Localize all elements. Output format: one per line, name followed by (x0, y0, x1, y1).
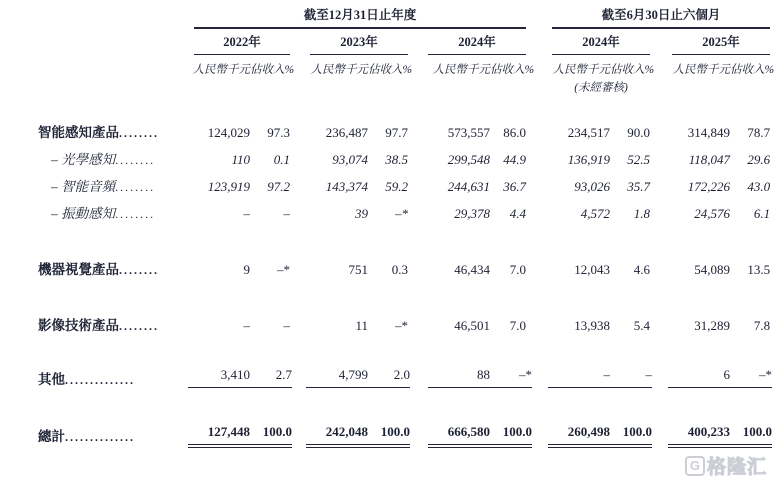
value-cell: 29,378 (454, 206, 490, 222)
group-header-row (38, 8, 770, 29)
row-label: 智能感知產品 (38, 125, 119, 141)
subheader-percent: 佔收入% (610, 64, 655, 77)
value-cell: 54,089 (694, 262, 731, 278)
table-row-machine-vision (38, 222, 770, 278)
subheader-percent: 佔收入% (730, 64, 775, 77)
value-cell: 97.3 (267, 125, 290, 141)
table-row-others (38, 334, 770, 388)
value-cell: –* (395, 206, 408, 222)
value-cell: 13,938 (574, 318, 611, 334)
value-cell: – (283, 206, 290, 222)
dot-leader: ........ (115, 207, 156, 222)
row-label: – 振動感知 (51, 206, 116, 222)
unaudited-note: (未經審核) (574, 82, 628, 95)
value-cell: 93,074 (332, 152, 368, 168)
value-cell: – (243, 318, 250, 334)
value-cell: 6.1 (753, 206, 771, 222)
value-cell: 52.5 (627, 152, 651, 168)
row-label: 影像技術產品 (38, 318, 119, 334)
revenue-breakdown-table (38, 8, 775, 445)
year-header-2022: 2022年 (194, 29, 290, 55)
value-cell: –* (277, 262, 290, 278)
value-cell: 136,919 (567, 152, 611, 168)
value-cell: 38.5 (385, 152, 408, 168)
value-cell: 78.7 (747, 125, 771, 141)
value-cell: 573,557 (447, 125, 490, 141)
watermark-g-icon: G (685, 456, 705, 476)
value-cell: 234,517 (567, 125, 611, 141)
value-cell: 143,374 (325, 179, 368, 195)
value-cell: 0.1 (273, 152, 290, 168)
value-cell: 97.7 (385, 125, 408, 141)
value-cell: 46,434 (454, 262, 490, 278)
value-cell: 4.4 (509, 206, 527, 222)
value-cell: 100.0 (490, 424, 532, 445)
row-label: – 光學感知 (51, 152, 116, 168)
value-cell: 118,047 (688, 152, 731, 168)
value-cell: 172,226 (687, 179, 731, 195)
value-cell: 124,029 (207, 125, 250, 141)
subheader-row (38, 55, 770, 77)
group-header-interim: 截至6月30日止六個月 (552, 8, 770, 29)
value-cell: 0.3 (391, 262, 408, 278)
year-header-2024-h1: 2024年 (552, 29, 650, 55)
value-cell: 4.6 (633, 262, 651, 278)
dot-leader: ........ (115, 180, 156, 195)
table-row-total (38, 388, 770, 445)
watermark-text: 格隆汇 (706, 457, 767, 478)
value-cell: 2.0 (368, 367, 410, 388)
value-cell: 100.0 (250, 424, 292, 445)
value-cell: 9 (243, 262, 250, 278)
value-cell: 39 (355, 206, 368, 222)
value-cell: 4,799 (306, 367, 368, 388)
value-cell: 11 (355, 318, 368, 334)
row-label: 總計 (38, 429, 65, 445)
value-cell: 3,410 (188, 367, 250, 388)
subheader-amount: 人民幣千元 (552, 64, 611, 77)
value-cell: 93,026 (574, 179, 611, 195)
dot-leader: ........ (119, 126, 159, 141)
value-cell: 35.7 (627, 179, 651, 195)
value-cell: 242,048 (306, 424, 368, 445)
value-cell: 5.4 (633, 318, 651, 334)
subheader-percent: 佔收入% (368, 64, 413, 77)
subheader-amount: 人民幣千元 (432, 64, 490, 77)
value-cell: 100.0 (368, 424, 410, 445)
value-cell: – (243, 206, 250, 222)
gelonghui-watermark (685, 452, 767, 479)
dot-leader: .............. (65, 430, 135, 445)
dot-leader: ........ (119, 319, 159, 334)
subheader-percent: 佔收入% (250, 64, 295, 77)
value-cell: 100.0 (610, 424, 652, 445)
value-cell: –* (395, 318, 408, 334)
dot-leader: ........ (115, 153, 156, 168)
subheader-amount: 人民幣千元 (192, 64, 250, 77)
value-cell: 43.0 (747, 179, 771, 195)
value-cell: 13.5 (747, 262, 771, 278)
year-header-row (38, 29, 770, 55)
subheader-amount: 人民幣千元 (310, 64, 368, 77)
value-cell: 12,043 (574, 262, 611, 278)
dot-leader: .............. (65, 373, 135, 388)
value-cell: –* (490, 367, 532, 388)
value-cell: 666,580 (428, 424, 490, 445)
value-cell: – (610, 367, 652, 388)
year-header-2023: 2023年 (310, 29, 408, 55)
value-cell: 7.0 (509, 262, 527, 278)
value-cell: 29.6 (747, 152, 771, 168)
value-cell: 31,289 (694, 318, 731, 334)
value-cell: 100.0 (730, 424, 772, 445)
value-cell: 97.2 (267, 179, 290, 195)
value-cell: 24,576 (694, 206, 731, 222)
year-header-2025-h1: 2025年 (672, 29, 770, 55)
value-cell: 244,631 (447, 179, 490, 195)
table-row-smart-sensing (38, 95, 770, 141)
value-cell: – (283, 318, 290, 334)
value-cell: 2.7 (250, 367, 292, 388)
dot-leader: ........ (119, 263, 159, 278)
table-row-imaging-tech (38, 278, 770, 334)
subheader-amount: 人民幣千元 (672, 64, 731, 77)
table-row-optical-sensing (38, 141, 770, 168)
value-cell: 110 (231, 152, 250, 168)
value-cell: 59.2 (385, 179, 408, 195)
value-cell: 86.0 (503, 125, 527, 141)
revenue-breakdown-page (0, 8, 775, 480)
value-cell: 751 (348, 262, 368, 278)
unaudited-note-row (38, 77, 770, 95)
value-cell: 260,498 (548, 424, 610, 445)
value-cell: 90.0 (627, 125, 651, 141)
value-cell: 46,501 (454, 318, 490, 334)
value-cell: 127,448 (188, 424, 250, 445)
value-cell: 7.8 (753, 318, 771, 334)
value-cell: 6 (668, 367, 730, 388)
value-cell: 7.0 (509, 318, 527, 334)
group-header-annual: 截至12月31日止年度 (194, 8, 526, 29)
year-header-2024: 2024年 (428, 29, 526, 55)
value-cell: –* (730, 367, 772, 388)
value-cell: 236,487 (325, 125, 368, 141)
row-label: – 智能音頻 (51, 179, 116, 195)
row-label: 機器視覺產品 (38, 262, 119, 278)
value-cell: 36.7 (503, 179, 527, 195)
table-row-vibration-sensing (38, 195, 770, 222)
subheader-percent: 佔收入% (490, 64, 535, 77)
value-cell: 1.8 (633, 206, 651, 222)
value-cell: 123,919 (207, 179, 250, 195)
table-row-smart-audio (38, 168, 770, 195)
value-cell: 400,233 (668, 424, 730, 445)
row-label: 其他 (38, 372, 65, 388)
value-cell: 88 (428, 367, 490, 388)
value-cell: 44.9 (503, 152, 527, 168)
value-cell: 4,572 (580, 206, 611, 222)
value-cell: 299,548 (447, 152, 490, 168)
value-cell: – (548, 367, 610, 388)
value-cell: 314,849 (687, 125, 731, 141)
